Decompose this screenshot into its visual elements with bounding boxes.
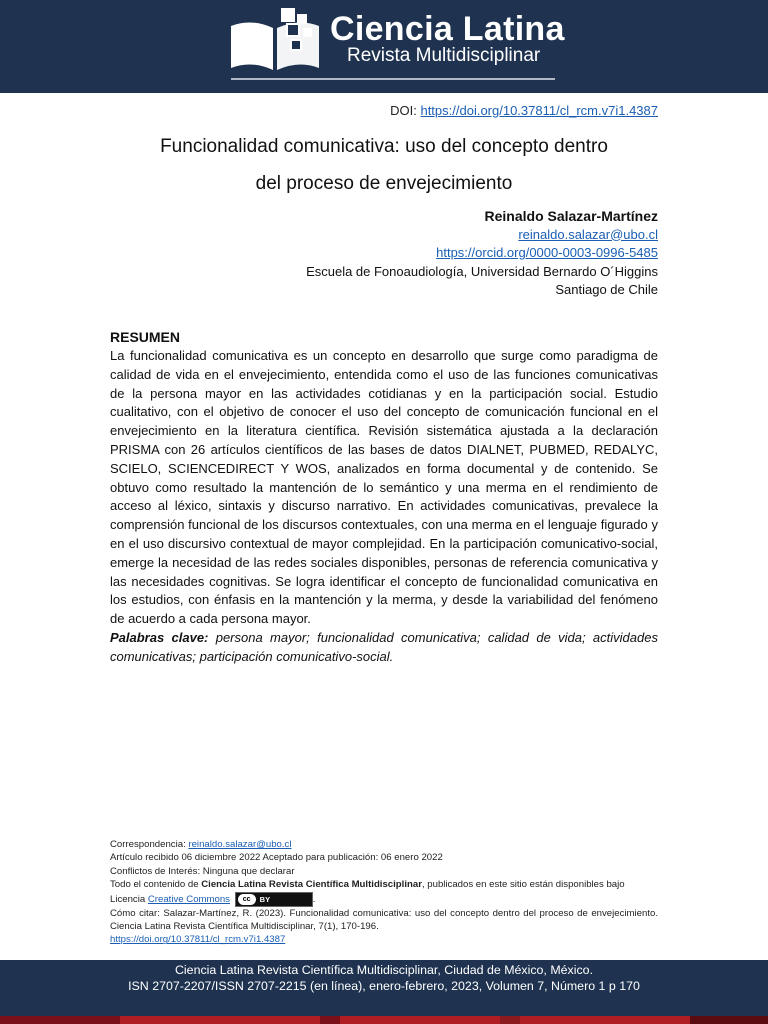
keywords [110, 629, 658, 667]
article-title-line-2: del proceso de envejecimiento [255, 173, 513, 194]
article-title-line-1: Funcionalidad comunicativa: uso del concepto dentro [160, 136, 608, 157]
received-line: Artículo recibido 06 diciembre 2022 Aceptado para publicación: 06 enero 2022 [110, 852, 443, 864]
license-line: Licencia Creative Commons cc BY . [110, 892, 658, 907]
footer-line-2: ISN 2707-2207/ISSN 2707-2215 (en línea), enero-febrero, 2023, Volumen 7, Número 1 p 170 [128, 979, 640, 993]
author-orcid-link[interactable]: https://orcid.org/0000-0003-0996-5485 [436, 245, 658, 261]
footer-line-1: Ciencia Latina Revista Científica Multidisciplinar, Ciudad de México, México. [174, 963, 594, 977]
cc-badge-cc: cc [238, 894, 256, 905]
strip-segment [500, 1016, 520, 1024]
cc-badge-by: BY [259, 894, 271, 904]
journal-header [0, 0, 768, 93]
content-license-line [110, 878, 658, 891]
conflicts-line: Conflictos de Interés: Ninguna que declarar [110, 865, 295, 877]
journal-footer [0, 960, 768, 1016]
open-book-icon [229, 6, 321, 76]
footer-color-strip [0, 1016, 768, 1024]
article-footnotes [110, 838, 658, 947]
keywords-label: Palabras clave: [110, 630, 209, 645]
abstract-heading: RESUMEN [110, 329, 181, 345]
strip-segment [690, 1016, 768, 1024]
content-post: , publicados en este sitio están disponibles bajo [421, 879, 625, 891]
citation-text: Cómo citar: Salazar-Martínez, R. (2023). Funcionalidad comunicativa: uso del concepto dentro del proceso de envejecimiento. Ciencia Latina Revista Científica Multidisciplinar, 7(1), 170-196. [110, 907, 658, 933]
creative-commons-link[interactable]: Creative Commons [147, 893, 230, 905]
license-label: Licencia [110, 893, 148, 905]
abstract-text: La funcionalidad comunicativa es un concepto en desarrollo que surge como paradigma de calidad de vida en el envejecimiento, entendida como el uso de las funciones comunicativas de la persona mayor en las actividades cotidianas y en la participación social. Estudio cualitativo, con el objetivo de conocer el uso del concepto de comunicación funcional en el envejecimiento en la literatura científica. Revisión sistemática ajustada a la declaración PRISMA con 26 artículos científicos de las bases de datos DIALNET, PUBMED, REDALYC, SCIELO, SCIENCEDIRECT Y WOS, analizados en forma documental y de contenido. Se obtuvo como resultado la mantención de lo semántico y una merma en el rendimiento de acceso al léxico, sintaxis y discurso narrativo. En actividades comunicativas, prevalece la comprensión funcional de los discursos contextuales, con una merma en el lenguaje figurado y en el uso discursivo contextual de mayor complejidad. En la participación comunicativo-social, emerge la necesidad de las redes sociales disponibles, personas de referencia comunicativa y las necesidades cognitivas. Se logra identificar el concepto de funcionalidad comunicativa en los estudios, con énfasis en la mantención y la merma, y desde la variabilidad del fenómeno de acuerdo a cada persona mayor. [110, 348, 658, 627]
doi-label: DOI: [390, 103, 421, 118]
correspondence-label: Correspondencia: [110, 839, 189, 850]
journal-title: Ciencia Latina [330, 10, 565, 48]
correspondence-email-link[interactable]: reinaldo.salazar@ubo.cl [188, 839, 292, 850]
author-affiliation: Escuela de Fonoaudiología, Universidad Bernardo O´Higgins [306, 263, 658, 279]
strip-segment [120, 1016, 320, 1024]
content-journal: Ciencia Latina Revista Científica Multidisciplinar [201, 879, 422, 891]
strip-segment [340, 1016, 500, 1024]
author-name: Reinaldo Salazar-Martínez [484, 208, 658, 224]
author-block [306, 207, 658, 300]
keywords-list: persona mayor; funcionalidad comunicativa; calidad de vida; actividades comunicativas; participación comunicativo-social. [110, 630, 658, 664]
correspondence-line [110, 838, 658, 851]
header-divider [231, 78, 555, 80]
strip-segment [0, 1016, 120, 1024]
citation-doi-link[interactable]: https://doi.org/10.37811/cl_rcm.v7i1.4387 [110, 934, 286, 946]
strip-segment [320, 1016, 340, 1024]
content-pre: Todo el contenido de [110, 879, 202, 891]
author-location: Santiago de Chile [555, 282, 658, 298]
cc-by-badge-icon[interactable] [235, 892, 313, 907]
journal-subtitle: Revista Multidisciplinar [347, 45, 541, 66]
doi-line [390, 103, 658, 118]
strip-segment [520, 1016, 690, 1024]
author-email-link[interactable]: reinaldo.salazar@ubo.cl [518, 226, 658, 242]
doi-link[interactable]: https://doi.org/10.37811/cl_rcm.v7i1.4387 [420, 103, 658, 118]
